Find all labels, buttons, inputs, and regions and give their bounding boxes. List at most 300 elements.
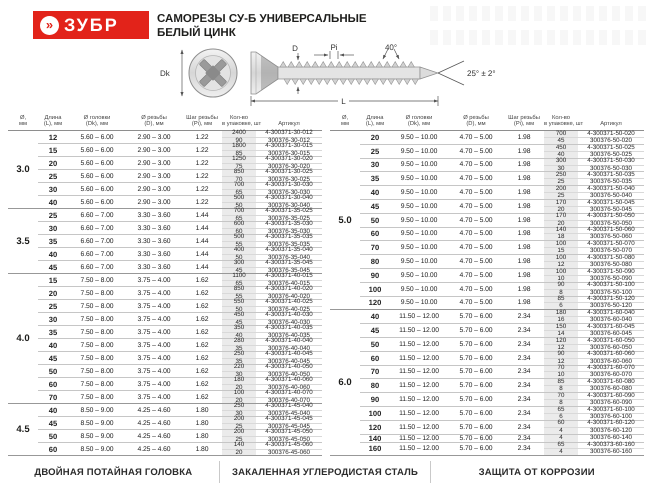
quantity-cell-value: 100 bbox=[555, 267, 567, 275]
head-diameter-cell: 7.50 – 8.00 bbox=[80, 393, 114, 401]
article-cell bbox=[256, 235, 322, 247]
article-cell bbox=[256, 131, 322, 143]
quantity-cell-value: 1100 bbox=[232, 272, 246, 280]
quantity-cell-value: 65 bbox=[557, 405, 565, 413]
head-diameter-cell: 7.50 – 8.00 bbox=[80, 289, 114, 297]
article-cell bbox=[256, 222, 322, 234]
head-diameter-cell: 5.60 – 6.00 bbox=[80, 133, 114, 141]
column-header bbox=[360, 115, 390, 128]
head-diameter-cell: 8.50 – 9.00 bbox=[80, 445, 114, 453]
length-cell: 70 bbox=[370, 243, 380, 253]
thread-diameter-cell: 3.30 – 3.60 bbox=[137, 250, 171, 258]
column-header-line: Артикул bbox=[600, 121, 622, 128]
article-cell-value: 300376-50-020 bbox=[578, 137, 644, 144]
article-cell-value: 4-300371-30-015 bbox=[265, 142, 313, 150]
d-dimension-label: D bbox=[292, 44, 298, 53]
thread-diameter-cell: 3.30 – 3.60 bbox=[137, 263, 171, 271]
article-cell bbox=[256, 170, 322, 182]
head-diameter-cell: 9.50 – 10.00 bbox=[400, 299, 438, 307]
zubr-logo bbox=[33, 11, 149, 39]
article-cell bbox=[256, 378, 322, 390]
quantity-cell-value: 8 bbox=[544, 385, 578, 392]
table-row bbox=[38, 131, 322, 143]
quantity-cell bbox=[222, 183, 256, 195]
quantity-cell-value: 4 bbox=[544, 448, 578, 455]
thread-diameter-cell: 5.70 – 6.00 bbox=[459, 423, 493, 431]
quantity-cell-value: 10 bbox=[544, 371, 578, 378]
thread-pitch-cell: 1.62 bbox=[195, 354, 209, 362]
length-cell: 40 bbox=[370, 188, 380, 198]
article-cell-value: 300376-40-030 bbox=[256, 319, 322, 326]
head-diameter-cell: 7.50 – 8.00 bbox=[80, 315, 114, 323]
article-cell-value: 300376-60-120 bbox=[578, 427, 644, 434]
quantity-cell-value: 85 bbox=[557, 295, 565, 303]
article-cell-value: 4-300371-40-070 bbox=[265, 389, 313, 397]
article-cell bbox=[256, 391, 322, 403]
length-cell: 70 bbox=[48, 392, 58, 402]
quantity-cell-value: 250 bbox=[555, 171, 567, 179]
length-cell: 90 bbox=[370, 395, 380, 405]
table-row bbox=[360, 240, 644, 254]
table-row bbox=[38, 364, 322, 377]
article-cell-value: 4-300371-60-040 bbox=[587, 309, 635, 317]
column-header-line: Ø головки bbox=[83, 114, 111, 121]
quantity-cell bbox=[222, 235, 256, 247]
article-cell-value: 300376-30-025 bbox=[256, 176, 322, 183]
article-cell-value: 300376-50-050 bbox=[578, 220, 644, 227]
table-row bbox=[360, 158, 644, 172]
article-cell bbox=[256, 274, 322, 286]
thread-pitch-cell: 1.98 bbox=[517, 271, 531, 279]
article-cell-value: 300376-40-035 bbox=[256, 332, 322, 339]
column-header-line: Ø головки bbox=[405, 114, 433, 121]
table-row bbox=[38, 404, 322, 416]
article-cell-value: 300376-60-045 bbox=[578, 330, 644, 337]
table-row bbox=[360, 282, 644, 296]
article-cell bbox=[578, 145, 644, 158]
thread-diameter-cell: 5.70 – 6.00 bbox=[459, 313, 493, 321]
thread-diameter-cell: 4.70 – 5.00 bbox=[459, 299, 493, 307]
table-row bbox=[38, 260, 322, 273]
head-diameter-cell: 7.50 – 8.00 bbox=[80, 302, 114, 310]
quantity-cell-value: 30 bbox=[544, 165, 578, 172]
thread-diameter-cell: 3.75 – 4.00 bbox=[137, 367, 171, 375]
length-cell: 120 bbox=[368, 422, 382, 432]
column-header bbox=[182, 115, 222, 128]
thread-diameter-cell: 4.70 – 5.00 bbox=[459, 230, 493, 238]
thread-pitch-cell: 1.98 bbox=[517, 299, 531, 307]
thread-pitch-cell: 1.80 bbox=[195, 432, 209, 440]
column-header-line: Шаг резьбы bbox=[508, 114, 540, 121]
quantity-cell-value: 220 bbox=[233, 363, 245, 371]
article-cell-value: 4-300371-50-090 bbox=[587, 267, 635, 275]
article-cell-value: 300376-60-050 bbox=[578, 344, 644, 351]
length-cell: 80 bbox=[370, 257, 380, 267]
length-cell: 35 bbox=[48, 236, 58, 246]
article-cell-value: 300376-60-160 bbox=[578, 448, 644, 455]
thread-pitch-cell: 1.62 bbox=[195, 341, 209, 349]
thread-pitch-cell: 1.44 bbox=[195, 211, 209, 219]
thread-diameter-cell: 5.70 – 6.00 bbox=[459, 445, 493, 453]
table-row bbox=[38, 390, 322, 403]
quantity-cell-value: 200 bbox=[555, 184, 567, 192]
quantity-cell bbox=[222, 157, 256, 169]
head-diameter-cell: 9.50 – 10.00 bbox=[400, 230, 438, 238]
article-cell bbox=[256, 144, 322, 156]
article-cell bbox=[578, 200, 644, 213]
article-cell bbox=[578, 131, 644, 144]
article-cell bbox=[256, 157, 322, 169]
article-cell-value: 300376-40-015 bbox=[256, 280, 322, 287]
thread-diameter-cell: 2.90 – 3.00 bbox=[137, 185, 171, 193]
watermark-gap bbox=[430, 21, 646, 30]
column-header bbox=[578, 121, 644, 128]
thread-pitch-cell: 1.22 bbox=[195, 133, 209, 141]
article-cell-value: 4-300371-60-090 bbox=[587, 391, 635, 399]
group-rows bbox=[38, 404, 322, 455]
head-diameter-cell: 8.50 – 9.00 bbox=[80, 419, 114, 427]
quantity-cell-value: 10 bbox=[544, 275, 578, 282]
head-diameter-cell: 9.50 – 10.00 bbox=[400, 202, 438, 210]
screw-side-view bbox=[251, 52, 438, 94]
quantity-cell bbox=[544, 159, 578, 172]
column-header-line: Кол-во bbox=[229, 114, 249, 121]
head-diameter-cell: 7.50 – 8.00 bbox=[80, 354, 114, 362]
article-cell-value: 4-300371-40-040 bbox=[265, 337, 313, 345]
article-cell-value: 300376-50-100 bbox=[578, 289, 644, 296]
article-cell-value: 300376-40-050 bbox=[256, 371, 322, 378]
quantity-cell-value: 550 bbox=[233, 298, 245, 306]
article-cell bbox=[578, 393, 644, 406]
quantity-cell-value: 70 bbox=[557, 364, 565, 372]
article-cell-value: 4-300371-35-030 bbox=[265, 220, 313, 228]
column-header bbox=[126, 115, 182, 128]
head-diameter-cell: 11.50 – 12.00 bbox=[399, 340, 439, 348]
quantity-cell bbox=[544, 443, 578, 456]
length-cell: 45 bbox=[48, 418, 58, 428]
quantity-cell bbox=[222, 313, 256, 325]
length-cell: 120 bbox=[368, 298, 382, 308]
article-cell-value: 300376-45-050 bbox=[256, 436, 322, 443]
column-header-line: Ø резьбы bbox=[463, 114, 489, 121]
quantity-cell-value: 20 bbox=[222, 397, 256, 404]
article-cell bbox=[256, 430, 322, 442]
group-rows bbox=[38, 274, 322, 403]
quantity-cell-value: 1800 bbox=[232, 142, 246, 150]
quantity-cell-value: 75 bbox=[222, 163, 256, 170]
quantity-cell-value: 90 bbox=[557, 350, 565, 358]
article-cell-value: 300376-60-100 bbox=[578, 413, 644, 420]
column-header-line: мм bbox=[341, 121, 349, 128]
group-diameter: 4.5 bbox=[16, 424, 30, 435]
article-cell-value: 4-300371-45-040 bbox=[265, 402, 313, 410]
diameter-group bbox=[8, 404, 322, 456]
quantity-cell-value: 6 bbox=[544, 413, 578, 420]
quantity-cell-value: 20 bbox=[544, 220, 578, 227]
screw-tip bbox=[420, 67, 438, 79]
thread-pitch-cell: 2.34 bbox=[517, 368, 531, 376]
thread-diameter-cell: 5.70 – 6.00 bbox=[459, 340, 493, 348]
thread-pitch-cell: 1.22 bbox=[195, 172, 209, 180]
feature-footer bbox=[8, 461, 642, 483]
quantity-cell-value: 150 bbox=[555, 322, 567, 330]
quantity-cell-value: 200 bbox=[233, 428, 245, 436]
quantity-cell bbox=[544, 421, 578, 434]
length-cell: 70 bbox=[370, 367, 380, 377]
article-cell-value: 300376-45-045 bbox=[256, 423, 322, 430]
article-cell-value: 300376-35-025 bbox=[256, 215, 322, 222]
article-cell bbox=[256, 326, 322, 338]
group-diameter: 3.5 bbox=[16, 235, 30, 247]
column-header-line: в упаковке, шт bbox=[544, 121, 584, 128]
thread-diameter-cell: 3.30 – 3.60 bbox=[137, 237, 171, 245]
spec-table-left bbox=[8, 108, 322, 456]
article-cell-value: 300376-35-035 bbox=[256, 241, 322, 248]
quantity-cell-value: 170 bbox=[555, 198, 567, 206]
length-cell: 35 bbox=[48, 327, 58, 337]
thread-diameter-cell: 4.70 – 5.00 bbox=[459, 244, 493, 252]
quantity-cell-value: 450 bbox=[555, 143, 567, 151]
thread-diameter-cell: 5.70 – 6.00 bbox=[459, 434, 493, 442]
thread-diameter-cell: 3.75 – 4.00 bbox=[137, 341, 171, 349]
article-cell bbox=[256, 287, 322, 299]
thread-diameter-cell: 5.70 – 6.00 bbox=[459, 396, 493, 404]
head-diameter-cell: 6.60 – 7.00 bbox=[80, 250, 114, 258]
thread-pitch-cell: 2.34 bbox=[517, 313, 531, 321]
thread-pitch-cell: 2.34 bbox=[517, 327, 531, 335]
quantity-cell-value: 140 bbox=[555, 226, 567, 234]
length-cell: 25 bbox=[48, 301, 58, 311]
table-row bbox=[360, 254, 644, 268]
quantity-cell-value: 30 bbox=[222, 371, 256, 378]
quantity-cell-value: 50 bbox=[222, 202, 256, 209]
article-cell-value: 4-300371-40-050 bbox=[265, 363, 313, 371]
thread-diameter-cell: 5.70 – 6.00 bbox=[459, 354, 493, 362]
article-cell bbox=[578, 310, 644, 323]
column-header-line: Ø, bbox=[341, 114, 349, 121]
quantity-cell-value: 300 bbox=[233, 259, 245, 267]
head-diameter-cell: 11.50 – 12.00 bbox=[399, 382, 439, 390]
article-cell-value: 4-300371-50-080 bbox=[587, 253, 635, 261]
quantity-cell-value: 55 bbox=[222, 293, 256, 300]
quantity-cell bbox=[544, 186, 578, 199]
quantity-cell-value: 18 bbox=[544, 233, 578, 240]
column-header-line: Длина bbox=[366, 114, 384, 121]
quantity-cell-value: 180 bbox=[555, 309, 567, 317]
length-cell: 25 bbox=[48, 210, 58, 220]
article-cell-value: 4-300371-35-025 bbox=[265, 207, 313, 215]
quantity-cell-value: 120 bbox=[555, 336, 567, 344]
article-cell-value: 4-300371-50-060 bbox=[587, 226, 635, 234]
length-cell: 35 bbox=[370, 174, 380, 184]
thread-pitch-cell: 1.98 bbox=[517, 161, 531, 169]
quantity-cell-value: 100 bbox=[233, 389, 245, 397]
quantity-cell-value: 45 bbox=[222, 319, 256, 326]
article-cell bbox=[578, 443, 644, 456]
screw-head-top-view bbox=[189, 49, 237, 97]
quantity-cell-value: 200 bbox=[233, 415, 245, 423]
column-header bbox=[256, 121, 322, 128]
thread-pitch-cell: 1.98 bbox=[517, 147, 531, 155]
table-row bbox=[38, 338, 322, 351]
article-cell bbox=[578, 255, 644, 268]
article-cell-value: 4-300371-30-040 bbox=[265, 194, 313, 202]
article-cell-value: 300376-50-045 bbox=[578, 206, 644, 213]
thread-diameter-cell: 4.70 – 5.00 bbox=[459, 133, 493, 141]
length-cell: 50 bbox=[370, 339, 380, 349]
article-cell bbox=[256, 417, 322, 429]
quantity-cell bbox=[544, 228, 578, 241]
length-cell: 15 bbox=[48, 145, 58, 155]
table-row bbox=[360, 337, 644, 351]
background-watermark bbox=[430, 6, 646, 46]
article-cell-value: 300376-60-040 bbox=[578, 316, 644, 323]
spec-table-right bbox=[330, 108, 644, 456]
thread-diameter-cell: 3.75 – 4.00 bbox=[137, 380, 171, 388]
head-diameter-cell: 9.50 – 10.00 bbox=[400, 133, 438, 141]
article-cell-value: 4-300371-50-100 bbox=[587, 281, 635, 289]
thread-pitch-cell: 1.80 bbox=[195, 419, 209, 427]
table-row bbox=[360, 171, 644, 185]
head-diameter-cell: 9.50 – 10.00 bbox=[400, 216, 438, 224]
column-header-line: в упаковке, шт bbox=[222, 121, 262, 128]
article-cell-value: 300376-35-030 bbox=[256, 228, 322, 235]
thread-pitch-cell: 1.98 bbox=[517, 202, 531, 210]
length-cell: 40 bbox=[48, 405, 58, 415]
thread-diameter-cell: 4.25 – 4.60 bbox=[137, 445, 171, 453]
quantity-cell bbox=[544, 172, 578, 185]
head-diameter-cell: 11.50 – 12.00 bbox=[399, 396, 439, 404]
diameter-group bbox=[330, 310, 644, 456]
quantity-cell-value: 50 bbox=[222, 254, 256, 261]
quantity-cell-value: 14 bbox=[544, 330, 578, 337]
article-cell bbox=[256, 248, 322, 260]
column-header-line: (L), мм bbox=[43, 121, 63, 128]
quantity-cell-value: 1250 bbox=[232, 155, 246, 163]
head-diameter-cell: 9.50 – 10.00 bbox=[400, 285, 438, 293]
quantity-cell bbox=[222, 352, 256, 364]
article-cell bbox=[578, 297, 644, 310]
article-cell-value: 4-300371-35-035 bbox=[265, 233, 313, 241]
head-diameter-cell: 5.60 – 6.00 bbox=[80, 146, 114, 154]
quantity-cell-value: 90 bbox=[222, 137, 256, 144]
length-cell: 30 bbox=[48, 223, 58, 233]
article-cell-value: 300376-60-140 bbox=[590, 433, 632, 441]
head-diameter-cell: 9.50 – 10.00 bbox=[400, 147, 438, 155]
table-row bbox=[360, 185, 644, 199]
column-header bbox=[544, 114, 584, 128]
article-cell bbox=[578, 379, 644, 392]
thread-pitch-cell: 2.34 bbox=[517, 409, 531, 417]
quantity-cell bbox=[222, 209, 256, 221]
quantity-cell-value: 850 bbox=[233, 285, 245, 293]
table-row bbox=[360, 296, 644, 310]
tip-angle-label: 25° ± 2° bbox=[467, 69, 496, 78]
table-row bbox=[38, 442, 322, 455]
quantity-cell-value: 85 bbox=[557, 378, 565, 386]
article-cell-value: 4-300371-40-020 bbox=[265, 285, 313, 293]
thread-pitch-cell: 1.62 bbox=[195, 302, 209, 310]
table-row bbox=[38, 221, 322, 234]
zubr-emblem-icon: » bbox=[40, 16, 59, 35]
table-header-row bbox=[8, 108, 322, 131]
thread-diameter-cell: 2.90 – 3.00 bbox=[137, 172, 171, 180]
article-cell bbox=[256, 352, 322, 364]
column-header bbox=[222, 114, 262, 128]
quantity-cell-value: 55 bbox=[222, 241, 256, 248]
table-row bbox=[360, 420, 644, 434]
thread-diameter-cell: 3.75 – 4.00 bbox=[137, 315, 171, 323]
table-row bbox=[38, 325, 322, 338]
article-cell-value: 4-300371-60-050 bbox=[587, 336, 635, 344]
head-diameter-cell: 9.50 – 10.00 bbox=[400, 189, 438, 197]
thread-pitch-cell: 1.62 bbox=[195, 328, 209, 336]
article-cell bbox=[578, 228, 644, 241]
article-cell-value: 300376-40-040 bbox=[256, 345, 322, 352]
thread-diameter-cell: 3.75 – 4.00 bbox=[137, 328, 171, 336]
length-cell: 45 bbox=[370, 201, 380, 211]
article-cell-value: 300376-50-025 bbox=[578, 151, 644, 158]
article-cell-value: 300376-30-020 bbox=[256, 163, 322, 170]
column-header-line: (Pi), мм bbox=[191, 121, 213, 128]
group-diameter: 5.0 bbox=[338, 214, 352, 226]
quantity-cell-value: 700 bbox=[555, 129, 567, 137]
article-cell-value: 300376-40-070 bbox=[256, 397, 322, 404]
article-cell-value: 300376-30-012 bbox=[256, 137, 322, 144]
page-title-line2: БЕЛЫЙ ЦИНК bbox=[157, 27, 236, 39]
article-cell bbox=[578, 283, 644, 296]
head-diameter-cell: 8.50 – 9.00 bbox=[80, 406, 114, 414]
article-cell-value: 300376-50-070 bbox=[578, 247, 644, 254]
footer-feature-head: ДВОЙНАЯ ПОТАЙНАЯ ГОЛОВКА bbox=[34, 466, 193, 478]
table-row bbox=[360, 351, 644, 365]
article-cell-value: 4-300371-60-060 bbox=[587, 350, 635, 358]
article-cell-value: 4-300371-40-060 bbox=[265, 376, 313, 384]
article-cell-value: 4-300371-50-040 bbox=[587, 184, 635, 192]
length-cell: 45 bbox=[48, 262, 58, 272]
length-cell: 15 bbox=[48, 275, 58, 285]
article-cell-value: 300376-50-090 bbox=[578, 275, 644, 282]
thread-diameter-cell: 4.70 – 5.00 bbox=[459, 189, 493, 197]
length-cell: 50 bbox=[48, 431, 58, 441]
quantity-cell bbox=[544, 352, 578, 365]
length-cell: 100 bbox=[368, 408, 382, 418]
article-cell-value: 300376-45-040 bbox=[256, 410, 322, 417]
article-cell-value: 4-300371-30-030 bbox=[265, 181, 313, 189]
article-cell bbox=[578, 421, 644, 434]
quantity-cell-value: 45 bbox=[222, 267, 256, 274]
quantity-cell-value: 400 bbox=[233, 246, 245, 254]
article-cell bbox=[256, 313, 322, 325]
length-cell: 20 bbox=[48, 158, 58, 168]
thread-diameter-cell: 2.90 – 3.00 bbox=[137, 198, 171, 206]
length-cell: 60 bbox=[370, 353, 380, 363]
head-diameter-cell: 6.60 – 7.00 bbox=[80, 211, 114, 219]
head-diameter-cell: 11.50 – 12.00 bbox=[399, 368, 439, 376]
table-row bbox=[38, 143, 322, 156]
article-cell-value: 4-300371-60-100 bbox=[587, 405, 635, 413]
article-cell-value: 300376-30-040 bbox=[256, 202, 322, 209]
quantity-cell-value: 25 bbox=[544, 192, 578, 199]
article-cell-value: 300376-40-045 bbox=[256, 358, 322, 365]
quantity-cell-value: 25 bbox=[222, 436, 256, 443]
quantity-cell-value: 20 bbox=[222, 449, 256, 456]
quantity-cell bbox=[222, 287, 256, 299]
quantity-cell-value: 20 bbox=[544, 206, 578, 213]
page-title-line1: САМОРЕЗЫ СУ-Б УНИВЕРСАЛЬНЫЕ bbox=[157, 13, 367, 25]
quantity-cell-value: 25 bbox=[222, 423, 256, 430]
thread-diameter-cell: 4.70 – 5.00 bbox=[459, 285, 493, 293]
